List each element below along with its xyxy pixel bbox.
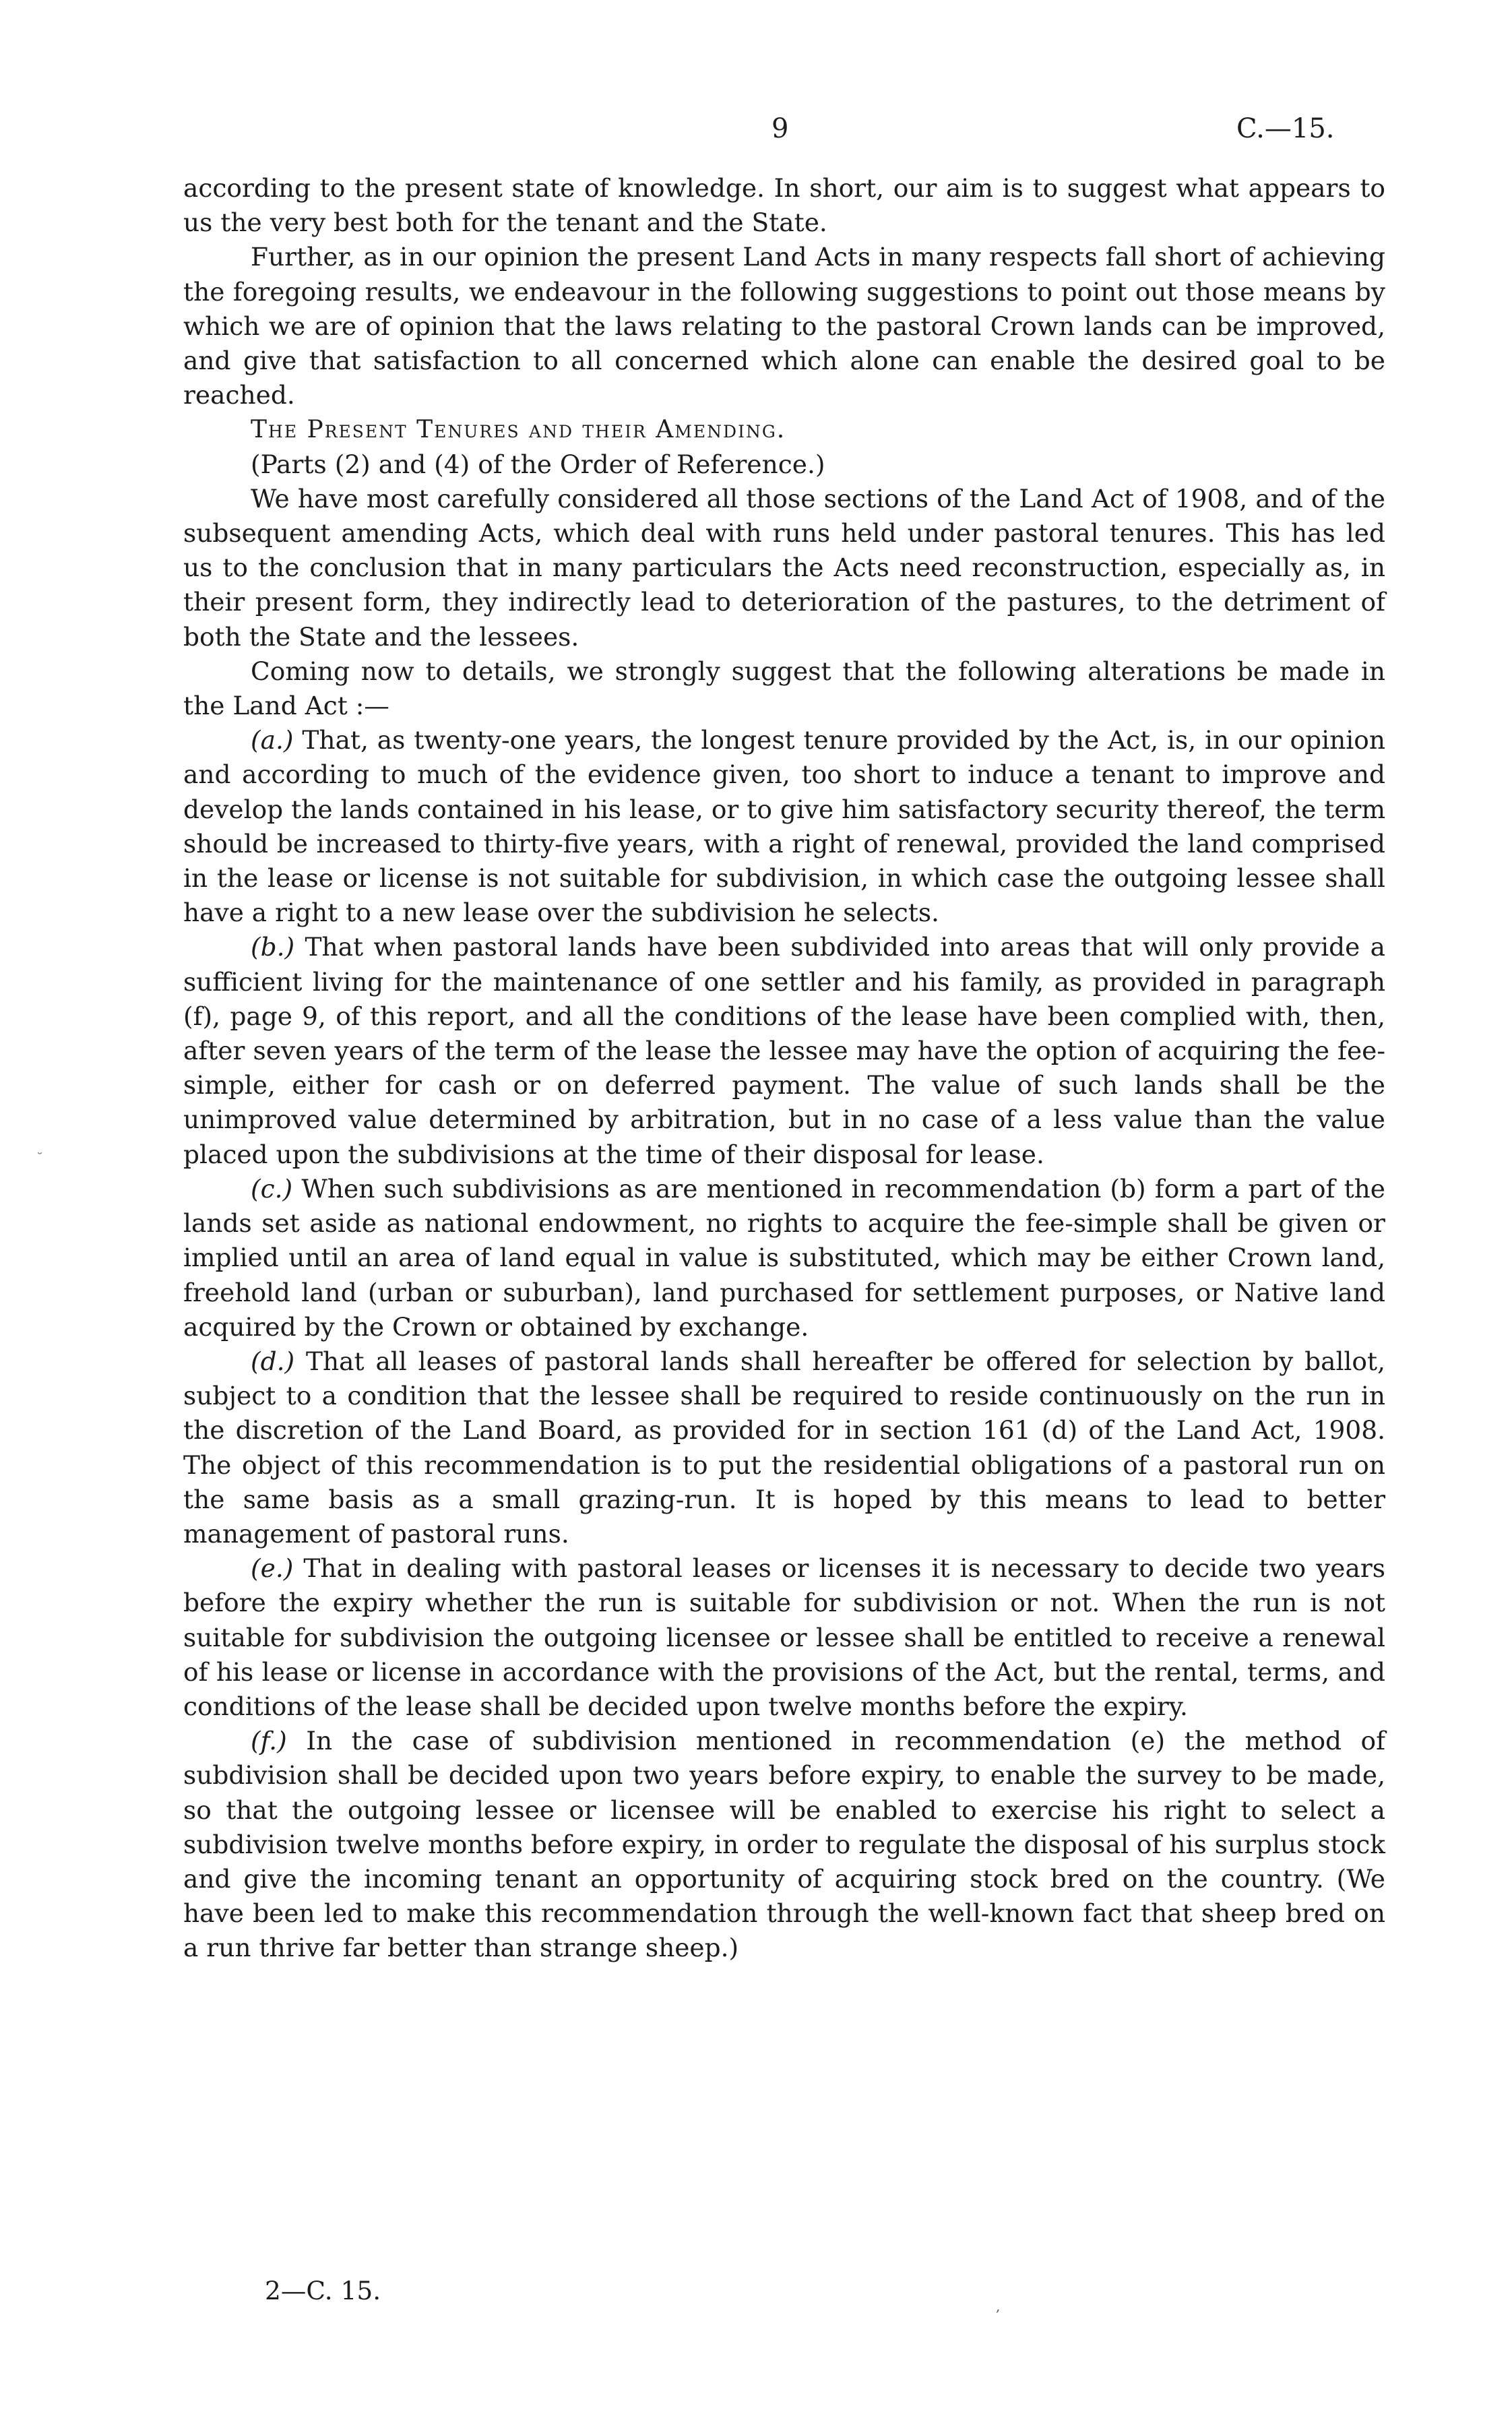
recommendation-e: [183, 1551, 1385, 1724]
recommendation-e-text: That in dealing with pastoral leases or licenses it is necessary to decide two years before the expiry whether the run is suitable for subdivision or not. When the run is not suitable for subdivision the outgoing licensee or lessee shall be entitled to receive a renewal of his lease or license in accordance with the provisions of the Act, but the rental, terms, and conditions of the lease shall be decided upon twelve months before the expiry.: [183, 1553, 1385, 1721]
section-subtitle: (Parts (2) and (4) of the Order of Reference.): [251, 449, 825, 479]
recommendation-d-text: That all leases of pastoral lands shall hereafter be offered for selection by ballot, subject to a condition that the lessee shall be required to reside continuously on the run in the discretion of the Land Board, as provided for in section 161 (d) of the Land Act, 1908. The object of this recommendation is to put the residential obligations of a pastoral run on the same basis as a small grazing-run. It is hoped by this means to lead to better management of pastoral runs.: [183, 1346, 1385, 1549]
recommendation-c: [183, 1172, 1385, 1344]
recommendation-b-text: That when pastoral lands have been subdivided into areas that will only provide a sufficient living for the maintenance of one settler and his family, as provided in paragraph (f), page 9, of this report, and all the conditions of the lease have been complied with, then, after seven years of the term of the lease the lessee may have the option of acquiring the fee-simple, either for cash or on deferred payment. The value of such lands shall be the unimproved value determined by arbitration, but in no case of a less value than the value placed upon the subdivisions at the time of their disposal for lease.: [183, 932, 1385, 1169]
body-text: [183, 171, 1385, 1966]
section-title: The Present Tenures and their Amending.: [251, 416, 786, 444]
document-reference: C.—15.: [1236, 113, 1335, 144]
recommendation-e-label: (e.): [251, 1553, 294, 1584]
recommendation-a-text: That, as twenty-one years, the longest tenure provided by the Act, is, in our opinion and according to much of the evidence given, too short to induce a tenant to improve and develop the lands contained in his lease, or to give him satisfactory security thereof, the term should be increased to thirty-five years, with a right of renewal, provided the land comprised in the lease or license is not suitable for subdivision, in which case the outgoing lessee shall have a right to a new lease over the subdivision he selects.: [183, 725, 1385, 928]
recommendation-c-text: When such subdivisions as are mentioned in recommendation (b) form a part of the lands set aside as national endowment, no rights to acquire the fee-simple shall be given or implied until an area of land equal in value is substituted, which may be either Crown land, freehold land (urban or suburban), land purchased for settlement purposes, or Native land acquired by the Crown or obtained by exchange.: [183, 1173, 1385, 1342]
recommendation-a-label: (a.): [251, 725, 294, 755]
recommendation-f-text: In the case of subdivision mentioned in recommendation (e) the method of subdivision shall be decided upon two years before expiry, to enable the survey to be made, so that the outgoing lessee or licensee will be enabled to exercise his right to select a subdivision twelve months before expiry, in order to regulate the disposal of his surplus stock and give the incoming tenant an opportunity of acquiring stock bred on the country. (We have been led to make this recommendation through the well-known fact that sheep bred on a run thrive far better than strange sheep.): [183, 1726, 1385, 1963]
recommendation-f: [183, 1724, 1385, 1965]
paragraph-continuation: according to the present state of knowledge. In short, our aim is to suggest what appears to us the very best both for the tenant and the State.: [183, 173, 1385, 238]
paragraph-further: Further, as in our opinion the present Land Acts in many respects fall short of achieving the foregoing results, we endeavour in the following suggestions to point out those means by which we are of opinion that the laws relating to the pastoral Crown lands can be improved, and give that satisfaction to all concerned which alone can enable the desired goal to be reached.: [183, 242, 1385, 410]
recommendation-b-label: (b.): [251, 932, 295, 962]
recommendation-f-label: (f.): [251, 1726, 287, 1756]
page-header: [0, 113, 1512, 147]
paragraph-considered: We have most carefully considered all those sections of the Land Act of 1908, and of the subsequent amending Acts, which deal with runs held under pastoral tenures. This has led us to the conclusion that in many particulars the Acts need reconstruction, especially as, in their present form, they indirectly lead to deterioration of the pastures, to the detriment of both the State and the lessees.: [183, 483, 1385, 652]
recommendation-d-label: (d.): [251, 1346, 295, 1376]
margin-mark: ˘: [36, 1150, 43, 1166]
recommendation-b: [183, 930, 1385, 1171]
recommendation-d: [183, 1344, 1385, 1551]
paragraph-coming-now: Coming now to details, we strongly suggest that the following alterations be made in the Land Act :—: [183, 656, 1385, 721]
recommendation-a: [183, 723, 1385, 930]
recommendation-c-label: (c.): [251, 1173, 293, 1204]
stray-mark: ,: [996, 2298, 1001, 2314]
page-number: 9: [771, 113, 789, 144]
signature-mark: 2—C. 15.: [265, 2276, 381, 2305]
